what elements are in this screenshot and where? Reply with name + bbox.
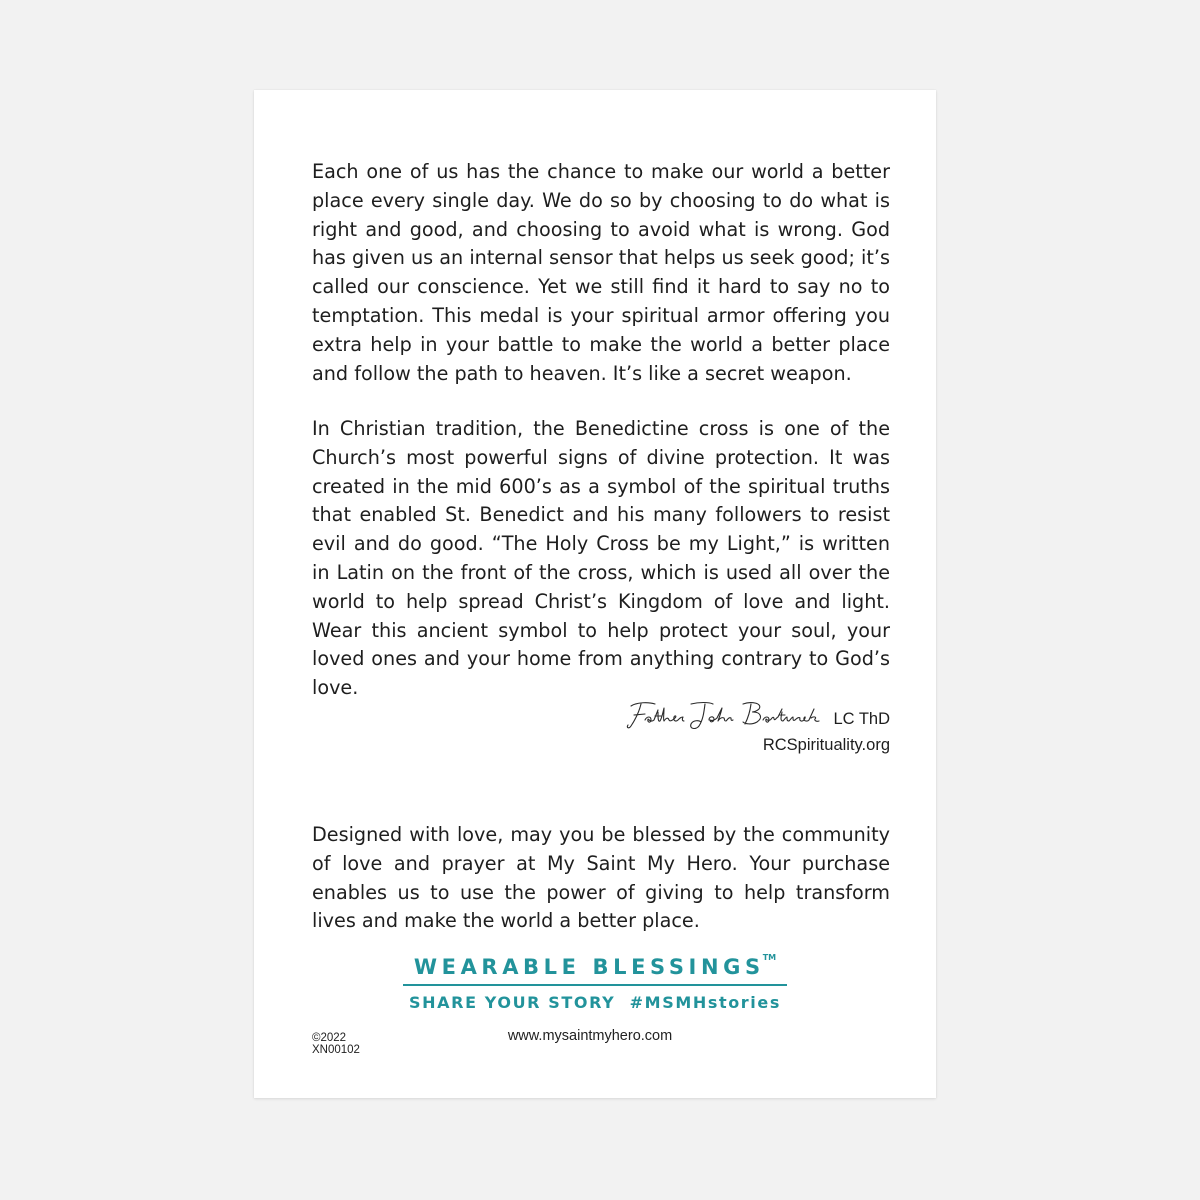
benedictine-paragraph: In Christian tradition, the Benedictine cross is one of the Church’s most powerful signs of divine protection. It was created in the mid 600’s as a symbol of the spiritual truths that enabled St. Benedict and his many followers to resist evil and do good. “The Holy Cross be my Light,” is written in Latin on the front of the cross, which is used all over the world to help spread Christ’s Kingdom of love and light. Wear this ancient symbol to help protect your soul, your loved ones and your home from anything contrary to God’s love. [312,417,890,700]
trademark-mark: TM [762,953,777,962]
brand-title-text: WEARABLE BLESSINGS [413,955,765,979]
handwritten-signature [625,698,831,732]
product-code: XN00102 [312,1044,360,1056]
brand-block [254,950,936,1015]
signature-line [625,698,890,732]
brand-tagline: SHARE YOUR STORY #MSMHstories [409,993,781,1012]
signature-credentials: LC ThD [833,710,890,728]
signature-block [625,698,890,756]
blessing-paragraph: Designed with love, may you be blessed by the community of love and prayer at My Saint My Hero. Your purchase enables us to use the power of giving to help transform lives and make the world a better place. [312,823,890,933]
copyright-year: ©2022 [312,1032,347,1044]
signature-website: RCSpirituality.org [762,736,890,754]
prayer-card [254,90,936,1098]
intro-paragraph: Each one of us has the chance to make our world a better place every single day. We do so by choosing to do what is right and good, and choosing to avoid what is wrong. God has given us an internal sensor that helps us seek good; it’s called our conscience. Yet we still find it hard to say no to temptation. This medal is your spiritual armor offering you extra help in your battle to make the world a better place and follow the path to heaven. It’s like a secret weapon. [312,160,890,385]
brand-title [414,950,776,981]
brand-divider [403,984,787,986]
footer-website: www.mysaintmyhero.com [507,1028,673,1044]
